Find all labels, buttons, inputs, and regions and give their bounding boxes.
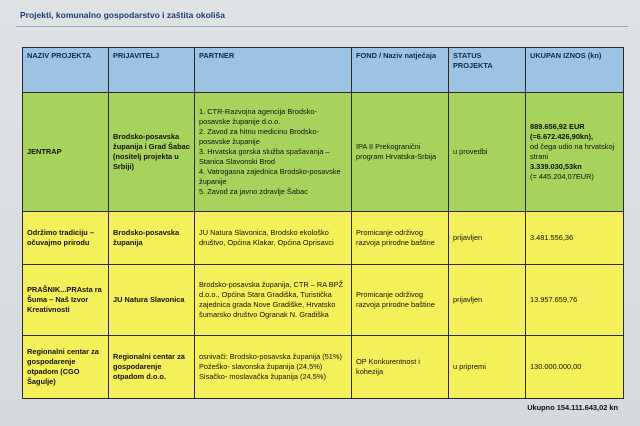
partner-item: osnivači: Brodsko-posavska županija (51%)	[199, 352, 342, 362]
fund: OP Konkurentnost i kohezija	[352, 336, 449, 399]
document-title: Projekti, komunalno gospodarstvo i zaštita okoliša	[20, 10, 225, 20]
applicant: JU Natura Slavonica	[109, 265, 195, 336]
partner-item: 4. Vatrogasna zajednica Brodsko-posavske županije	[199, 166, 341, 186]
partner-item: 5. Zavod za javno zdravlje Šabac	[199, 186, 308, 196]
project-name: Održimo tradiciju – očuvajmo prirodu	[23, 212, 109, 265]
partner-item: Sisačko- moslavačka županija (24,5%)	[199, 371, 326, 381]
header-partner: PARTNER	[195, 48, 352, 93]
grand-total: Ukupno 154.111.643,02 kn	[527, 403, 618, 412]
applicant: Regionalni centar za gospodarenje otpadom d.o.o.	[109, 336, 195, 399]
fund: Promicanje održivog razvoja prirodne baštine	[352, 265, 449, 336]
projects-table	[22, 47, 624, 399]
header-amount: UKUPAN IZNOS (kn)	[526, 48, 624, 93]
amount	[526, 93, 624, 212]
status: u pripremi	[449, 336, 526, 399]
project-name: JENTRAP	[23, 93, 109, 212]
amount-eur: (= 445.204,07EUR)	[530, 171, 594, 181]
table-row	[23, 265, 624, 336]
header-fund: FOND / Naziv natječaja	[352, 48, 449, 93]
table-header-row	[23, 48, 624, 93]
table-row	[23, 212, 624, 265]
header-project: NAZIV PROJEKTA	[23, 48, 109, 93]
applicant: Brodsko-posavska županija	[109, 212, 195, 265]
partner-list	[195, 336, 352, 399]
header-applicant: PRIJAVITELJ	[109, 48, 195, 93]
amount-main: 889.656,92 EUR (=6.672.426,90kn),	[530, 122, 594, 142]
project-name: Regionalni centar za gospodarenje otpadom (CGO Šagulje)	[23, 336, 109, 399]
partner-item: 3. Hrvatska gorska služba spašavanja – Stanica Slavonski Brod	[199, 147, 330, 166]
title-divider	[16, 26, 628, 27]
header-status: STATUS PROJEKTA	[449, 48, 526, 93]
partner-item: Požeško- slavonska županija (24,5%)	[199, 362, 323, 371]
partner-list	[195, 93, 352, 212]
fund: Promicanje održivog razvoja prirodne baštine	[352, 212, 449, 265]
partner-item: 2. Zavod za hitnu medicinu Brodsko-posavske županije	[199, 127, 319, 147]
applicant: Brodsko-posavska županija i Grad Šabac (nositelj projekta u Srbiji)	[109, 93, 195, 212]
amount-sub: 3.339.030,53kn	[530, 161, 582, 171]
table-row	[23, 93, 624, 212]
status: prijavljen	[449, 212, 526, 265]
amount: 13.957.659,76	[526, 265, 624, 336]
partner-item: 1. CTR-Razvojna agencija Brodsko-posavske županije d.o.o.	[199, 107, 317, 127]
partner-list	[195, 265, 352, 336]
amount: 130.000.000,00	[526, 336, 624, 399]
amount-note: od čega udio na hrvatskoj strani	[530, 142, 615, 161]
partner-item: Brodsko-posavska županija, CTR – RA BPŽ d.o.o., Općina Stara Gradiška, Turistička zajednica grada Nove Gradiške, Hrvatsko šumarsko društvo Ogranak N. Gradiška	[199, 280, 344, 319]
status: prijavljen	[449, 265, 526, 336]
project-name: PRAŠNIK...PRAsta ra Šuma – Naš Izvor Kreativnosti	[23, 265, 109, 336]
status: u provedbi	[449, 93, 526, 212]
table-row	[23, 336, 624, 399]
partner-item: JU Natura Slavonica, Brodsko ekološko društvo, Općina Klakar, Općina Oprisavci	[199, 228, 334, 247]
fund: IPA II Prekogranični program Hrvatska-Srbija	[352, 93, 449, 212]
amount: 3.481.556,36	[526, 212, 624, 265]
partner-list	[195, 212, 352, 265]
